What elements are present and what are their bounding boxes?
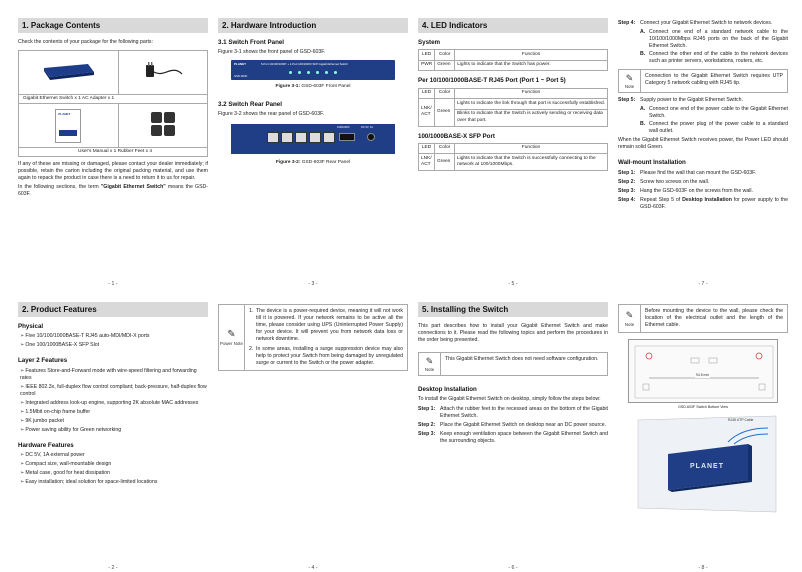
rubber-feet-image (118, 104, 207, 148)
step: Step 1: Please find the wall that can mount the GSD-603F. (618, 169, 757, 176)
power-note-box: ✎ Power Note 1. The device is a power-required device, meaning it will not work till it is powered. If your network remains to be active all the time, please consider using UPS (Uninterrupted Power Supply) for your device. It will prevent you from network data loss or network downtime. 2. In some areas, installing a surge suppression device may also help to protect your Switch from being damaged by unregulated surge or current to the Switch or the power adapter. (218, 304, 408, 371)
paragraph: When the Gigabit Ethernet Switch receives power, the Power LED should remain solid Green. (618, 137, 788, 151)
step: Step 4: Repeat Step 5 of Desktop Installation for power supply to the GSD-603F. (618, 196, 788, 210)
substep: B. Connect the power plug of the power cable to a standard wall outlet. (640, 121, 788, 135)
package-row-label: User's Manual x 1 Rubber Feet x 4 (19, 148, 208, 157)
list-item: ➢9K jumbo packet (20, 417, 64, 424)
subsection-title: Per 10/100/1000BASE-T RJ45 Port (Port 1 ~ Port 5) (418, 77, 566, 85)
substep: B. Connect the other end of the cable to the network devices such as printer servers, workstations, routers, etc. (640, 51, 788, 65)
list-item: ➢1.5Mbit on-chip frame buffer (20, 408, 91, 415)
figure-caption: Figure 3-1: GSD-603F Front Panel (275, 84, 351, 90)
manual-image (19, 104, 119, 148)
step: Step 1: Attach the rubber feet to the recessed areas on the bottom of the Gigabit Ethernet Switch. (418, 405, 608, 419)
page-number: - 4 - (308, 564, 318, 571)
substep: A. Connect one end of a standard network cable to the 10/100/1000Mbps RJ45 ports on the back of the Gigabit Ethernet Switch. (640, 29, 788, 50)
note-box: ✎ Note Connection to the Gigabit Ethernet Switch requires UTP Category 5 network cabling with RJ45 tip. (618, 69, 788, 93)
led-table-rj45: LED Color Function LNK/ ACT Green Lights to indicate the link through that port is successfully established. Blinks to indicate that the Switch is actively sending or receiving data over that port. (418, 88, 608, 127)
list-item: ➢Power saving ability for Green networking (20, 426, 122, 433)
page-number: - 5 - (508, 280, 518, 287)
substep: A. Connect one end of the power cable to the Gigabit Ethernet Switch. (640, 106, 788, 120)
step: Step 3: Hang the GSD-603F on the screws from the wall. (618, 187, 754, 194)
page-1 (18, 18, 208, 288)
page-7 (618, 18, 788, 288)
page-8 (618, 302, 788, 572)
rear-sfp-label: 100/1000X (337, 126, 350, 130)
page-4 (218, 302, 408, 572)
power-note-icon: ✎ Power Note (219, 305, 245, 370)
page-5 (418, 18, 608, 288)
package-table (18, 50, 208, 157)
step: Step 5: Supply power to the Gigabit Ethernet Switch. (618, 97, 743, 104)
subsection-title: 100/1000BASE-X SFP Port (418, 132, 495, 140)
figure-description: Figure 3-1 shows the front panel of GSD-603F. (218, 49, 326, 56)
switch-brand: PLANET (690, 462, 724, 470)
paragraph: In the following sections, the term "Gigabit Ethernet Switch" means the GSD-603F. (18, 184, 209, 198)
note-icon: ✎ Note (619, 305, 641, 332)
package-row-label: Gigabit Ethernet Switch x 1 AC Adapter x 1 (19, 95, 208, 104)
section-title: 1. Package Contents (18, 18, 208, 33)
led-table-system: LED Color Function PWR Green Lights to indicate that the Switch has power. (418, 49, 608, 71)
list-item: ➢Easy installation; ideal solution for space-limited locations (20, 479, 158, 486)
page-number: - 6 - (508, 564, 518, 571)
note-item: The device is a power-required device, meaning it will not work till it is powered. If your network remains to be active all the time, please consider using UPS (Uninterrupted Power Supply) for your device. It will prevent you from network data loss or network downtime. (256, 308, 403, 343)
section-title: 4. LED Indicators (418, 18, 608, 33)
front-panel-figure (231, 60, 395, 80)
cable-label: RJ45 UTP Cable (728, 417, 754, 422)
page-number: - 1 - (108, 280, 118, 287)
switch-image (19, 51, 119, 95)
figure-caption: GSD-603F Switch Bottom View (678, 405, 728, 410)
front-brand: PLANET (234, 62, 246, 67)
list-item: ➢Features Store-and-Forward mode with wire-speed filtering and forwarding rates (20, 367, 197, 381)
page-number: - 7 - (698, 280, 708, 287)
page-number: - 8 - (698, 564, 708, 571)
adapter-image (118, 51, 207, 95)
list-item: ➢Five 10/100/1000BASE-T RJ45 auto-MDI/MDI-X ports (20, 333, 150, 340)
page-number: - 3 - (308, 280, 318, 287)
front-text: 5-Port 10/100/1000T + 1-Port 100/1000X SFP Gigabit Ethernet Switch (261, 62, 348, 67)
rear-panel-figure (231, 124, 395, 154)
front-model: GSD-603F (234, 73, 248, 78)
step: Step 2: Place the Gigabit Ethernet Switch on desktop near an DC power source. (418, 421, 607, 428)
subsection-title: Layer 2 Features (18, 357, 68, 365)
page-number: - 2 - (108, 564, 118, 571)
page-2 (18, 302, 208, 572)
list-item: ➢Metal case, good for heat dissipation (20, 470, 110, 477)
rear-dc-label: DC 5V, 1A (361, 126, 374, 130)
page-6 (418, 302, 608, 572)
step: Step 2: Screw two screws on the wall. (618, 178, 710, 185)
subsection-title: Wall-mount Installation (618, 159, 686, 167)
dimension-label: 94.5 mm (696, 373, 710, 378)
page-3 (218, 18, 408, 288)
subsection-title: Desktop Installation (418, 386, 477, 394)
list-item: ➢DC 5V, 1A external power (20, 452, 85, 459)
list-item: ➢Compact size, wall-mountable design (20, 461, 112, 468)
paragraph: If any of these are missing or damaged, please contact your dealer immediately; if possible, retain the carton including the original packing material, and use them again to repack the product in case there is a need to return it to us for repair. (18, 161, 208, 182)
bottom-view-figure (628, 339, 778, 403)
intro-text: Check the contents of your package for the following parts: (18, 39, 153, 45)
subsection-title: System (418, 39, 441, 46)
section-title: 2. Product Features (18, 302, 208, 317)
note-item: In some areas, installing a surge suppression device may also help to protect your Switch from being damaged by unregulated surge or current to the Switch or the power adapter. (256, 346, 403, 367)
paragraph: This part describes how to install your Gigabit Ethernet Switch and make connections to it. Please read the following topics and perform the procedures in the order being presented. (418, 323, 608, 344)
note-box: ✎ Note This Gigabit Ethernet Switch does not need software configuration. (418, 352, 608, 376)
note-icon: ✎ Note (419, 353, 441, 375)
figure-caption: Figure 3-2: GSD-603F Rear Panel (275, 160, 351, 166)
step: Step 4: Connect your Gigabit Ethernet Switch to network devices. (618, 20, 773, 26)
note-icon: ✎ Note (619, 70, 641, 92)
note-box: ✎ Note Before mounting the device to the wall, please check the location of the electrical outlet and the length of the Ethernet cable. (618, 304, 788, 333)
manual-brand: PLANET (58, 111, 71, 116)
list-item: ➢One 100/1000BASE-X SFP Slot (20, 342, 100, 349)
section-title: 2. Hardware Introduction (218, 18, 408, 33)
led-table-sfp: LED Color Function LNK/ ACT Green Lights to indicate that the Switch is successfully connecting to the network at 100/1000Mbps. (418, 143, 608, 171)
figure-description: Figure 3-2 shows the rear panel of GSD-603F. (218, 111, 325, 118)
wall-mount-figure (628, 414, 778, 514)
list-item: ➢IEEE 802.3x, full-duplex flow control compliant; back-pressure, half-duplex flow control (20, 383, 207, 397)
list-item: ➢Integrated address look-up engine, supporting 2K absolute MAC addresses (20, 399, 199, 406)
paragraph: To install the Gigabit Ethernet Switch on desktop, simply follow the steps below: (418, 396, 601, 403)
step: Step 3: Keep enough ventilation space between the Gigabit Ethernet Switch and the surrounding objects. (418, 430, 608, 444)
subsection-title: 3.1 Switch Front Panel (218, 39, 285, 46)
subsection-title: 3.2 Switch Rear Panel (218, 100, 282, 108)
section-title: 5. Installing the Switch (418, 302, 608, 317)
subsection-title: Hardware Features (18, 441, 74, 449)
subsection-title: Physical (18, 323, 44, 330)
